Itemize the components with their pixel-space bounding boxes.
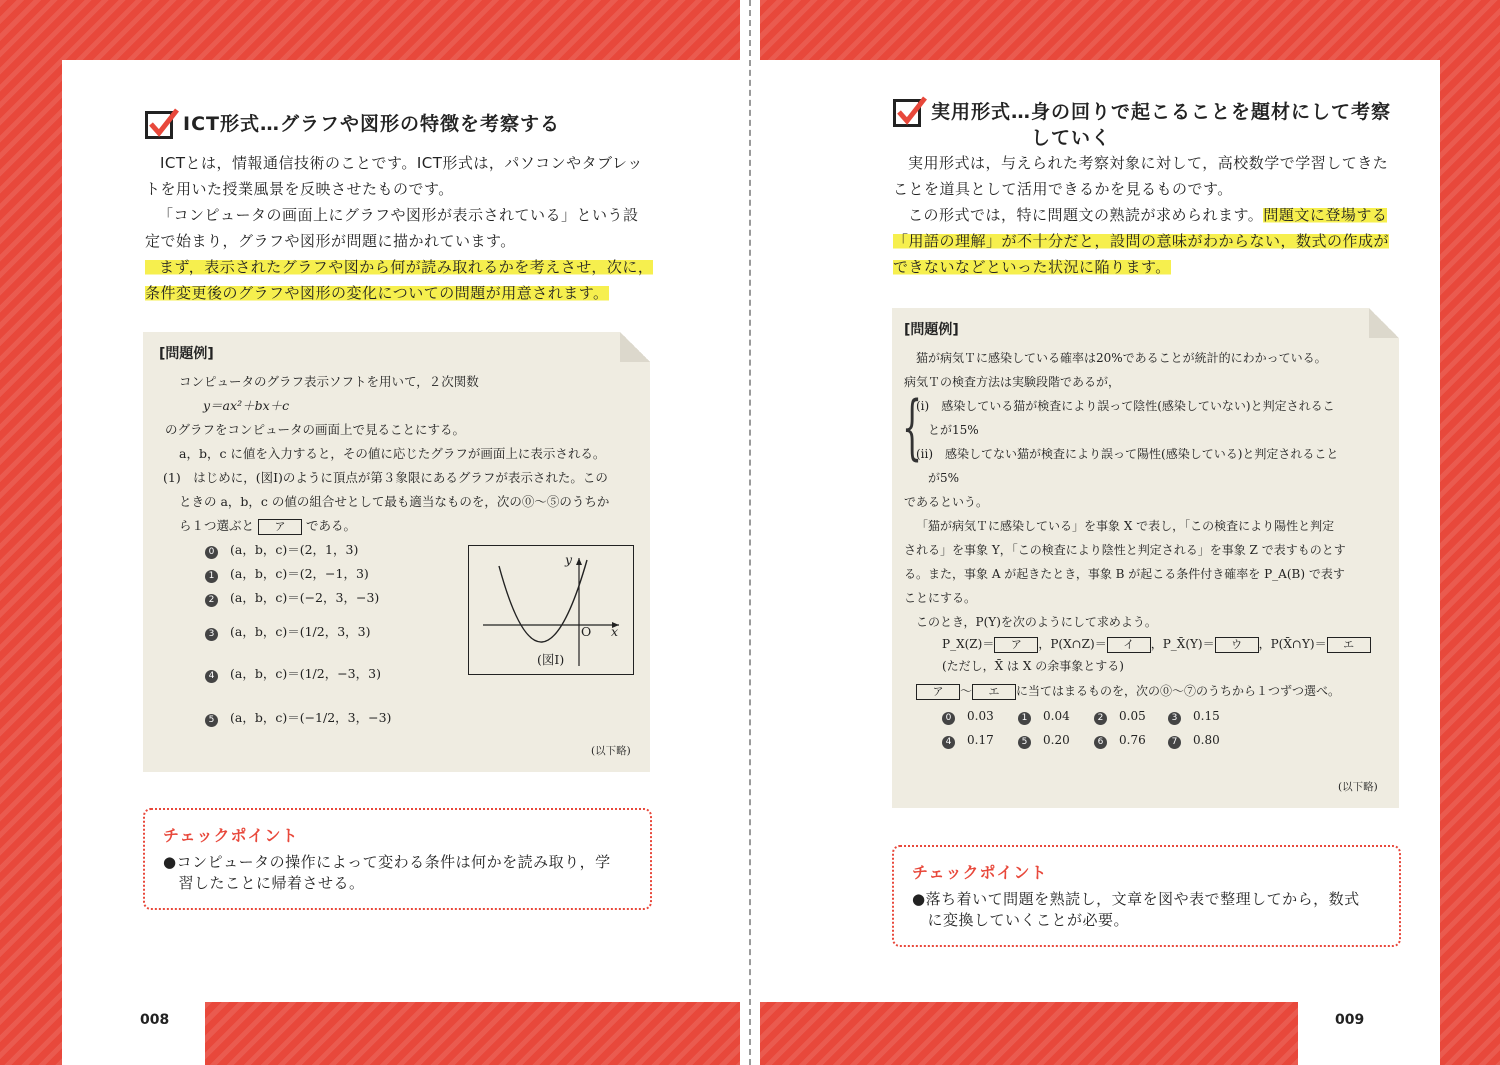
page-fold-corner [1369,308,1399,338]
problem-line: (1) はじめに，(図Ⅰ)のように頂点が第３象限にあるグラフが表示された。この [163,470,608,485]
left-para-line: ICTとは，情報通信技術のことです。ICT形式は，パソコンやタブレッ [160,154,643,172]
brace-symbol: { [902,386,923,468]
problem-line: (ii) 感染してない猫が検査により誤って陽性(感染している)と判定されること [916,447,1339,461]
highlight-text: 問題文に登場する [1263,206,1388,224]
choice-item [942,704,994,728]
instruction-text: に当てはまるものを，次の⓪～⑦のうちから１つずつ選べ。 [1016,684,1341,698]
problem-label: [問題例] [159,346,214,362]
highlight-text: 「用語の理解」が不十分だと，設問の意味がわからない，数式の作成が [893,232,1390,250]
formula-part: ，P(X̄∩Y)＝ [1258,637,1327,651]
choice-item [205,706,391,730]
choice-number: 4 [205,670,218,683]
highlight-text: できないなどといった状況に陥ります。 [893,258,1171,276]
choice-number: 3 [1168,712,1181,725]
choice-text: (a，b，c)＝(1/2，3，3) [230,624,371,639]
choice-item [205,538,358,562]
page-number: 009 [1335,1012,1365,1028]
origin-label: O [581,624,592,639]
highlight-text: 条件変更後のグラフや図形の変化についての問題が用意されます。 [145,284,609,302]
checkpoint-line: ●落ち着いて問題を熟読し，文章を図や表で整理してから，数式 [912,890,1360,908]
choice-text: (a，b，c)＝(2，1，3) [230,542,359,557]
checkpoint-line: ●コンピュータの操作によって変わる条件は何かを読み取り，学 [163,853,611,871]
left-heading-text: ICT形式…グラフや図形の特徴を考察する [183,113,560,135]
check-icon [145,111,173,139]
choice-number: 6 [1094,736,1107,749]
choice-text: (a，b，c)＝(−2，3，−3) [230,590,380,605]
probability-formula [942,632,1371,656]
choice-number: 5 [1018,736,1031,749]
answer-box: エ [1327,637,1371,653]
choice-value: 0.03 [967,709,994,723]
right-bottom-stripe [760,1002,1298,1065]
right-para-line: 実用形式は，与えられた考察対象に対して，高校数学で学習してきた [908,154,1389,172]
left-highlight-line [145,280,609,306]
problem-line [179,514,356,538]
problem-line: のグラフをコンピュータの画面上で見ることにする。 [165,422,466,437]
page-gutter [749,0,751,1065]
problem-note: (ただし，X̄ は X の余事象とする) [942,659,1124,673]
y-axis-label: y [565,552,573,567]
choice-item [1094,704,1146,728]
problem-line: る。また，事象 A が起きたとき，事象 B が起こる条件付き確率を P_A(B) で表す [904,567,1345,581]
omitted-note: (以下略) [1338,781,1378,793]
problem-line: コンピュータのグラフ表示ソフトを用いて，２次関数 [179,374,479,389]
choice-number: 2 [205,594,218,607]
left-bottom-stripe [205,1002,740,1065]
choice-item [1168,728,1220,752]
problem-line: であるという。 [904,495,989,509]
choice-number: 2 [1094,712,1107,725]
problem-line: (i) 感染している猫が検査により誤って陰性(感染していない)と判定されるこ [916,399,1335,413]
right-highlight-line [893,228,1389,254]
choice-number: 5 [205,714,218,727]
heading-line: 実用形式…身の回りで起こることを題材にして考察 [931,101,1392,123]
choice-value: 0.04 [1043,709,1070,723]
left-side-stripe [0,0,62,1065]
choice-value: 0.17 [967,733,994,747]
answer-box: ア [916,684,960,700]
choice-value: 0.05 [1119,709,1146,723]
answer-box: エ [972,684,1016,700]
heading-line: していく [1031,127,1112,149]
problem-instruction [916,679,1340,703]
right-problem-box [892,308,1399,808]
right-heading-text [931,99,1391,151]
right-top-stripe [760,0,1500,60]
choice-item [1094,728,1146,752]
problem-line-text: ら１つ選ぶと [179,518,255,533]
checkpoint-title: チェックポイント [163,826,299,845]
para-text: この形式では，特に問題文の熟読が求められます。 [908,206,1264,224]
choice-item [205,586,379,610]
range-separator: ～ [960,684,973,698]
problem-line: a，b，c に値を入力すると，その値に応じたグラフが画面上に表示される。 [179,446,606,461]
choice-number: 1 [1018,712,1031,725]
choice-item [205,662,381,686]
right-checkpoint [892,845,1401,947]
problem-line: が5% [916,471,960,485]
problem-line: ときの a，b，c の値の組合せとして最も適当なものを，次の⓪～⑤のうちか [179,494,610,509]
choice-number: 0 [205,546,218,559]
answer-box: ア [994,637,1038,653]
left-checkpoint [143,808,652,910]
page-fold-corner [620,332,650,362]
problem-line: される」を事象 Y，「この検査により陰性と判定される」を事象 Z で表すものとす [904,543,1346,557]
choice-value: 0.76 [1119,733,1146,747]
problem-line: 猫が病気Ｔに感染している確率は20%であることが統計的にわかっている。 [916,351,1327,365]
choice-number: 4 [942,736,955,749]
choice-item [205,620,371,644]
left-heading [145,111,560,139]
choice-number: 3 [205,628,218,641]
figure-caption: (図Ⅰ) [537,652,565,667]
choice-item [1018,728,1070,752]
right-para-line [908,202,1387,228]
choice-number: 0 [942,712,955,725]
choice-value: 0.20 [1043,733,1070,747]
answer-box: ア [258,519,302,535]
highlight-text: まず，表示されたグラフや図から何が読み取れるかを考えさせ，次に， [145,258,653,276]
right-side-stripe [1440,0,1500,1065]
checkpoint-title: チェックポイント [912,863,1048,882]
x-axis-label: x [611,624,619,639]
right-highlight-line [893,254,1171,280]
choice-text: (a，b，c)＝(2，−1，3) [230,566,369,581]
page-number: 008 [140,1012,170,1028]
omitted-note: (以下略) [591,745,631,757]
problem-line: このとき，P(Y)を次のようにして求めよう。 [916,615,1157,629]
left-top-stripe [0,0,740,60]
formula-part: ，P(X∩Z)＝ [1038,637,1107,651]
choice-item [1018,704,1070,728]
problem-line: 病気Ｔの検査方法は実験段階であるが， [904,375,1121,389]
problem-line: ことにする。 [904,591,977,605]
problem-label: [問題例] [904,322,959,338]
left-para-line: 「コンピュータの画面上にグラフや図形が表示されている」という設 [158,206,639,224]
right-heading [893,99,1391,151]
parabola-figure [468,545,634,675]
answer-box: イ [1107,637,1151,653]
checkpoint-line: に変換していくことが必要。 [912,911,1130,929]
choice-number: 7 [1168,736,1181,749]
choice-text: (a，b，c)＝(1/2，−3，3) [230,666,381,681]
formula-part: P_X(Z)＝ [942,637,995,651]
problem-line: 「猫が病気Ｔに感染している」を事象 X で表し，「この検査により陽性と判定 [916,519,1335,533]
choice-item [1168,704,1220,728]
left-highlight-line [145,254,653,280]
formula-part: ，P_X̄(Y)＝ [1150,637,1215,651]
left-para-line: トを用いた授業風景を反映させたものです。 [145,180,454,198]
problem-formula: y＝ax²＋bx＋c [203,398,290,413]
right-para-line: ことを道具として活用できるかを見るものです。 [893,180,1233,198]
left-para-line: 定で始まり，グラフや図形が問題に描かれています。 [145,232,516,250]
checkpoint-line: 習したことに帰着させる。 [163,874,365,892]
answer-box: ウ [1215,637,1259,653]
problem-line: とが15% [916,423,979,437]
choice-item [205,562,369,586]
choice-item [942,728,994,752]
choice-number: 1 [205,570,218,583]
choice-text: (a，b，c)＝(−1/2，3，−3) [230,710,392,725]
left-problem-box [143,332,650,772]
choice-value: 0.15 [1193,709,1220,723]
choice-value: 0.80 [1193,733,1220,747]
check-icon [893,99,921,127]
problem-line-text: である。 [305,518,356,533]
